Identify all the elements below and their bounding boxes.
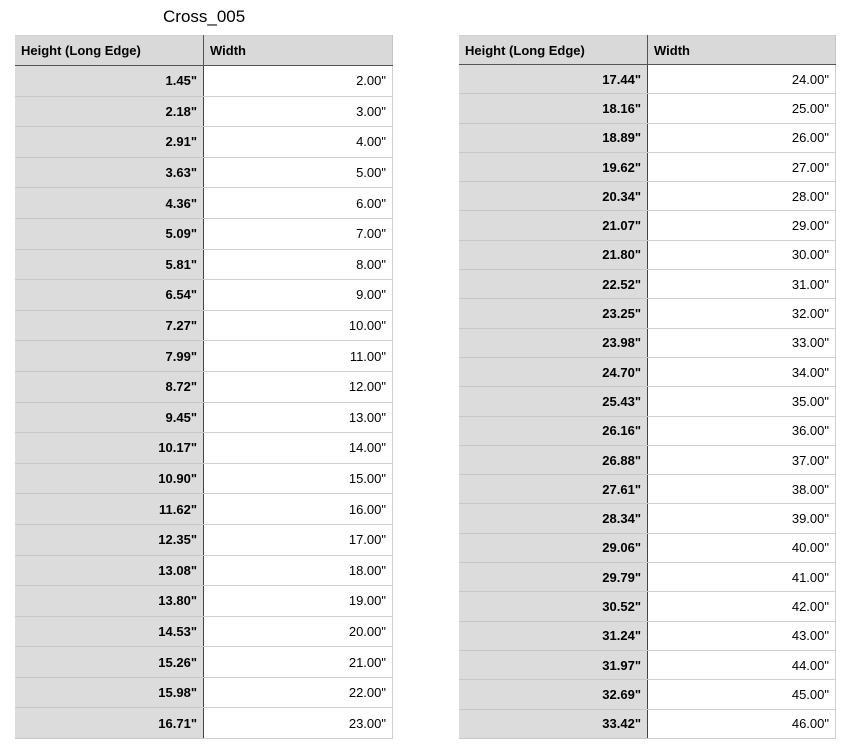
- width-cell: 45.00": [648, 680, 836, 709]
- width-cell: 8.00": [204, 249, 393, 280]
- table-row: [459, 445, 836, 474]
- width-cell: 7.00": [204, 218, 393, 249]
- table-row: [15, 402, 393, 433]
- table-row: [459, 328, 836, 357]
- width-cell: 25.00": [648, 94, 836, 123]
- width-cell: 11.00": [204, 341, 393, 372]
- width-cell: 17.00": [204, 524, 393, 555]
- height-cell: 18.16": [459, 94, 648, 123]
- table-row: [15, 524, 393, 555]
- column-header-height: Height (Long Edge): [15, 36, 204, 66]
- height-cell: 13.08": [15, 555, 204, 586]
- width-cell: 28.00": [648, 182, 836, 211]
- width-cell: 33.00": [648, 328, 836, 357]
- width-cell: 44.00": [648, 650, 836, 679]
- width-cell: 19.00": [204, 586, 393, 617]
- table-row: [459, 240, 836, 269]
- height-cell: 15.26": [15, 647, 204, 678]
- document-title: Cross_005: [163, 7, 246, 26]
- height-cell: 5.09": [15, 218, 204, 249]
- size-table-left: [15, 35, 393, 739]
- size-table-right: [459, 35, 836, 739]
- width-cell: 10.00": [204, 310, 393, 341]
- height-cell: 10.17": [15, 433, 204, 464]
- table-row: [15, 249, 393, 280]
- width-cell: 9.00": [204, 280, 393, 311]
- table-row: [15, 555, 393, 586]
- width-cell: 24.00": [648, 65, 836, 94]
- width-cell: 29.00": [648, 211, 836, 240]
- height-cell: 2.91": [15, 127, 204, 158]
- height-cell: 2.18": [15, 96, 204, 127]
- height-cell: 28.34": [459, 504, 648, 533]
- table-row: [15, 310, 393, 341]
- width-cell: 14.00": [204, 433, 393, 464]
- width-cell: 31.00": [648, 270, 836, 299]
- height-cell: 8.72": [15, 371, 204, 402]
- width-cell: 34.00": [648, 357, 836, 386]
- height-cell: 12.35": [15, 524, 204, 555]
- table-row: [459, 387, 836, 416]
- width-cell: 35.00": [648, 387, 836, 416]
- table-row: [459, 299, 836, 328]
- height-cell: 17.44": [459, 65, 648, 94]
- width-cell: 21.00": [204, 647, 393, 678]
- table-row: [15, 616, 393, 647]
- height-cell: 7.99": [15, 341, 204, 372]
- table-row: [15, 96, 393, 127]
- height-cell: 13.80": [15, 586, 204, 617]
- height-cell: 22.52": [459, 270, 648, 299]
- width-cell: 38.00": [648, 475, 836, 504]
- table-row: [459, 123, 836, 152]
- height-cell: 6.54": [15, 280, 204, 311]
- table-row: [15, 433, 393, 464]
- width-cell: 16.00": [204, 494, 393, 525]
- column-header-height: Height (Long Edge): [459, 36, 648, 65]
- table-row: [459, 416, 836, 445]
- height-cell: 5.81": [15, 249, 204, 280]
- table-row: [15, 341, 393, 372]
- height-cell: 32.69": [459, 680, 648, 709]
- column-header-width: Width: [204, 36, 393, 66]
- width-cell: 13.00": [204, 402, 393, 433]
- width-cell: 2.00": [204, 66, 393, 97]
- height-cell: 4.36": [15, 188, 204, 219]
- width-cell: 12.00": [204, 371, 393, 402]
- height-cell: 14.53": [15, 616, 204, 647]
- table-row: [15, 66, 393, 97]
- table-row: [15, 677, 393, 708]
- table-row: [459, 152, 836, 181]
- table-row: [459, 94, 836, 123]
- width-cell: 15.00": [204, 463, 393, 494]
- height-cell: 31.24": [459, 621, 648, 650]
- table-row: [459, 504, 836, 533]
- width-cell: 26.00": [648, 123, 836, 152]
- height-cell: 16.71": [15, 708, 204, 739]
- height-cell: 15.98": [15, 677, 204, 708]
- table-row: [15, 188, 393, 219]
- width-cell: 18.00": [204, 555, 393, 586]
- width-cell: 3.00": [204, 96, 393, 127]
- height-cell: 26.88": [459, 445, 648, 474]
- width-cell: 42.00": [648, 592, 836, 621]
- height-cell: 24.70": [459, 357, 648, 386]
- width-cell: 4.00": [204, 127, 393, 158]
- width-cell: 37.00": [648, 445, 836, 474]
- width-cell: 27.00": [648, 152, 836, 181]
- height-cell: 33.42": [459, 709, 648, 738]
- table-row: [459, 592, 836, 621]
- table-row: [15, 127, 393, 158]
- table-row: [15, 586, 393, 617]
- table-row: [459, 680, 836, 709]
- table-row: [459, 650, 836, 679]
- table-header-row: [459, 36, 836, 65]
- width-cell: 43.00": [648, 621, 836, 650]
- table-row: [459, 270, 836, 299]
- width-cell: 30.00": [648, 240, 836, 269]
- height-cell: 26.16": [459, 416, 648, 445]
- table-row: [459, 563, 836, 592]
- height-cell: 29.79": [459, 563, 648, 592]
- table-header-row: [15, 36, 393, 66]
- height-cell: 30.52": [459, 592, 648, 621]
- width-cell: 23.00": [204, 708, 393, 739]
- table-row: [15, 218, 393, 249]
- table-row: [459, 533, 836, 562]
- width-cell: 22.00": [204, 677, 393, 708]
- table-row: [15, 647, 393, 678]
- table-row: [459, 65, 836, 94]
- column-header-width: Width: [648, 36, 836, 65]
- table-row: [459, 182, 836, 211]
- table-row: [15, 708, 393, 739]
- table-row: [15, 280, 393, 311]
- height-cell: 23.98": [459, 328, 648, 357]
- width-cell: 40.00": [648, 533, 836, 562]
- table-row: [15, 494, 393, 525]
- width-cell: 46.00": [648, 709, 836, 738]
- table-row: [459, 621, 836, 650]
- height-cell: 18.89": [459, 123, 648, 152]
- height-cell: 3.63": [15, 157, 204, 188]
- width-cell: 5.00": [204, 157, 393, 188]
- width-cell: 39.00": [648, 504, 836, 533]
- height-cell: 27.61": [459, 475, 648, 504]
- width-cell: 36.00": [648, 416, 836, 445]
- table-row: [459, 357, 836, 386]
- height-cell: 31.97": [459, 650, 648, 679]
- table-row: [459, 709, 836, 738]
- height-cell: 9.45": [15, 402, 204, 433]
- height-cell: 19.62": [459, 152, 648, 181]
- height-cell: 25.43": [459, 387, 648, 416]
- height-cell: 7.27": [15, 310, 204, 341]
- table-row: [459, 211, 836, 240]
- table-row: [459, 475, 836, 504]
- height-cell: 10.90": [15, 463, 204, 494]
- table-row: [15, 157, 393, 188]
- width-cell: 6.00": [204, 188, 393, 219]
- height-cell: 11.62": [15, 494, 204, 525]
- height-cell: 29.06": [459, 533, 648, 562]
- width-cell: 41.00": [648, 563, 836, 592]
- height-cell: 21.07": [459, 211, 648, 240]
- height-cell: 21.80": [459, 240, 648, 269]
- table-row: [15, 463, 393, 494]
- height-cell: 20.34": [459, 182, 648, 211]
- table-row: [15, 371, 393, 402]
- width-cell: 32.00": [648, 299, 836, 328]
- width-cell: 20.00": [204, 616, 393, 647]
- height-cell: 1.45": [15, 66, 204, 97]
- height-cell: 23.25": [459, 299, 648, 328]
